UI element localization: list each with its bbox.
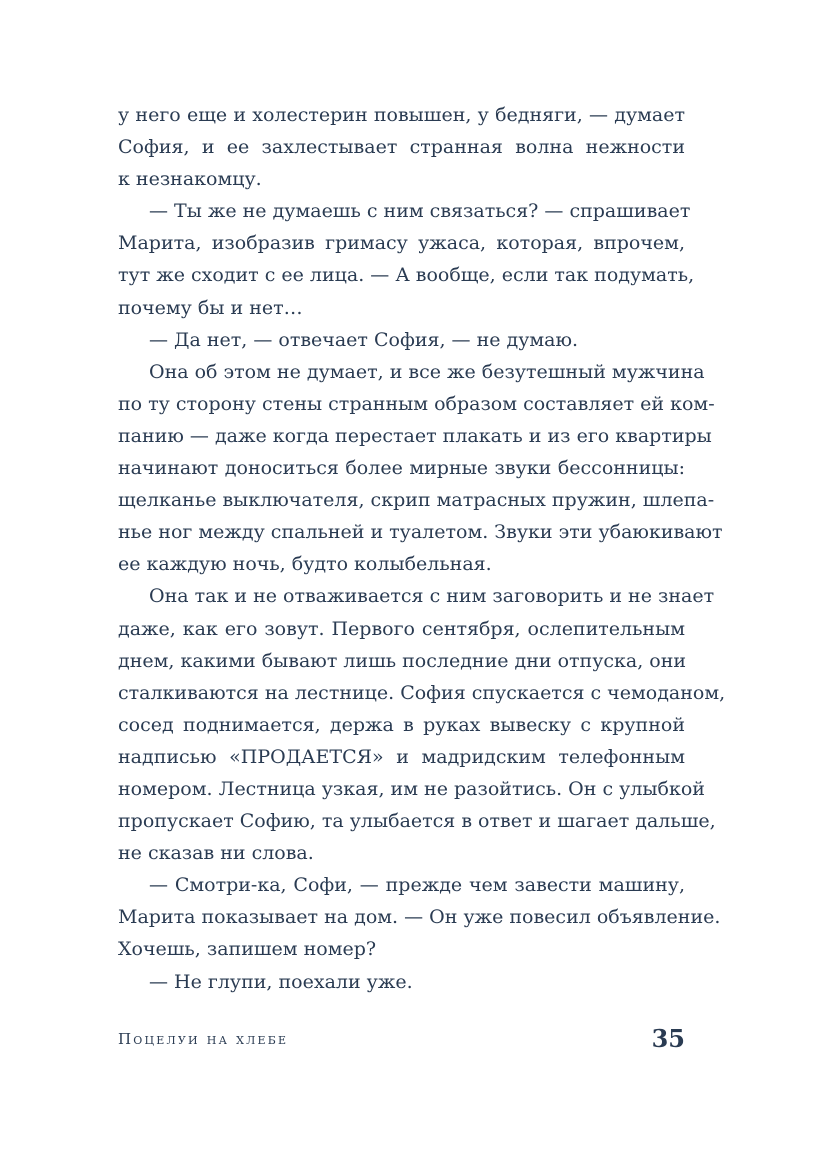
text-line: номером. Лестница узкая, им не разойтись. Он с улыбкой [118,777,705,800]
text-line: Она об этом не думает, и все же безутешный мужчина [149,360,705,383]
text-line: — Смотри-ка, Софи, — прежде чем завести машину, [149,874,685,897]
text-line: Хочешь, запишем номер? [118,938,377,961]
page-body [118,99,726,998]
page-footer [118,1024,685,1056]
text-line: даже, как его зовут. Первого сентября, ослепительным [118,617,685,640]
text-line: у него еще и холестерин повышен, у бедняги, — думает [118,104,685,126]
running-title: Поцелуи на хлебе [118,1030,289,1048]
text-line: сосед поднимается, держа в руках вывеску с крупной [118,713,685,736]
text-line: почему бы и нет… [118,296,303,319]
text-line: Марита показывает на дом. — Он уже повесил объявление. [118,906,721,929]
text-line: начинают доноситься более мирные звуки бессонницы: [118,457,685,480]
page-number: 35 [651,1024,685,1053]
text-line: щелканье выключателя, скрип матрасных пружин, шлепа- [118,489,715,512]
text-line: пропускает Софию, та улыбается в ответ и шагает дальше, [118,810,716,833]
text-line: София, и ее захлестывает странная волна нежности [118,136,685,159]
text-line: нье ног между спальней и туалетом. Звуки эти убаюкивают [118,521,723,544]
text-line: — Ты же не думаешь с ним связаться? — спрашивает [149,200,691,223]
text-line: панию — даже когда перестает плакать и из его квартиры [118,424,712,447]
text-line: по ту сторону стены странным образом составляет ей ком- [118,392,715,415]
text-line: Марита, изобразив гримасу ужаса, которая, впрочем, [118,232,685,255]
text-line: не сказав ни слова. [118,842,314,865]
text-line: Она так и не отваживается с ним заговорить и не знает [149,585,715,608]
text-line: к незнакомцу. [118,168,262,191]
text-line: — Да нет, — отвечает София, — не думаю. [149,328,579,351]
text-line: — Не глупи, поехали уже. [149,970,413,993]
text-line: днем, какими бывают лишь последние дни отпуска, они [118,649,687,672]
text-line: сталкиваются на лестнице. София спускается с чемоданом, [118,681,726,704]
text-line: тут же сходит с ее лица. — А вообще, если так подумать, [118,264,695,287]
text-line: надписью «ПРОДАЕТСЯ» и мадридским телефонным [118,745,685,768]
text-line: ее каждую ночь, будто колыбельная. [118,553,492,576]
